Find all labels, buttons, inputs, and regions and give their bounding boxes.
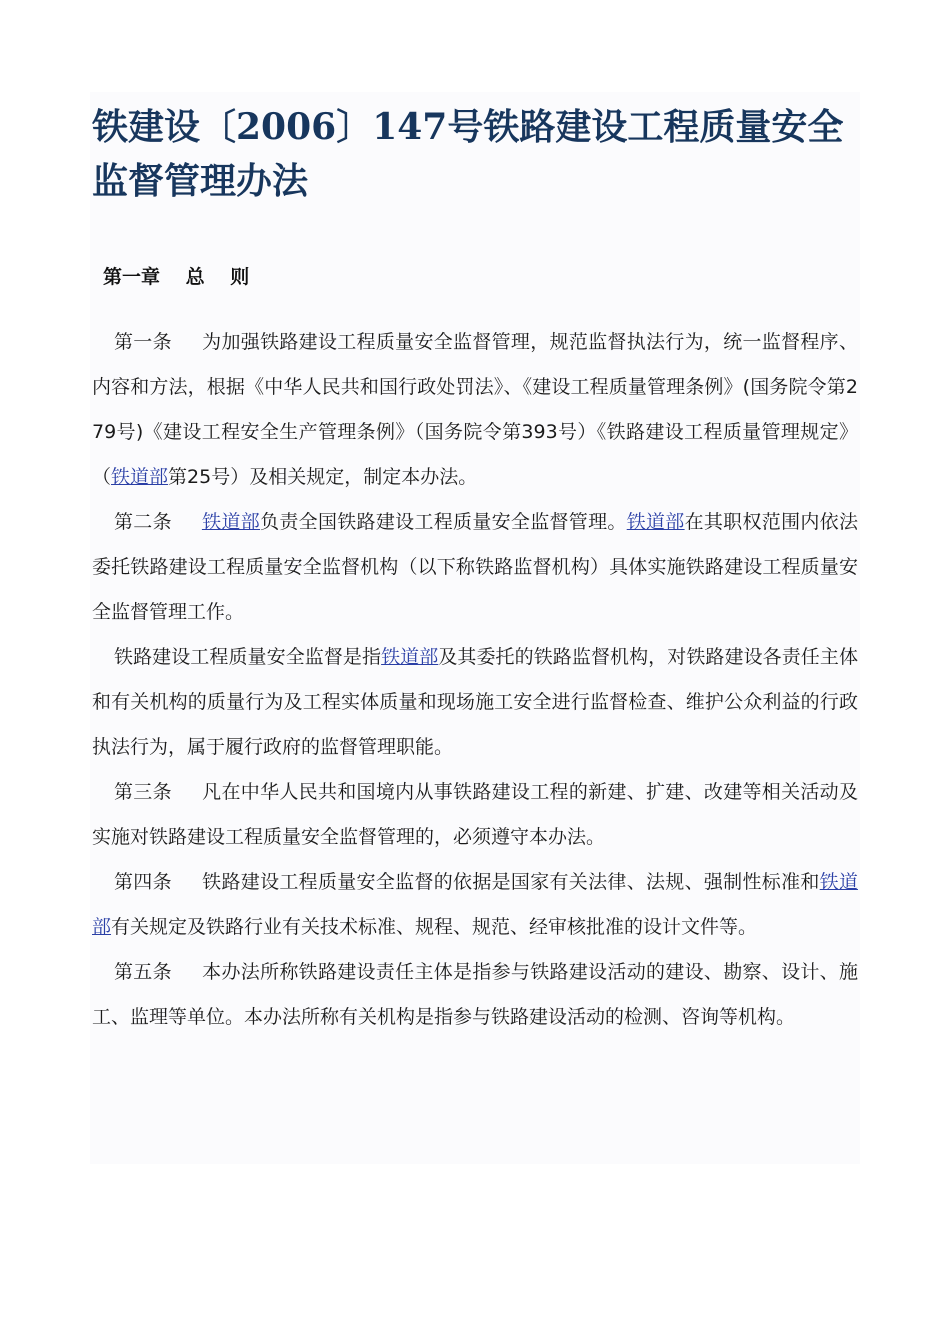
ministry-link[interactable]: 铁道部 (92, 871, 858, 938)
article-text: 为加强铁路建设工程质量安全监督管理，规范监督执法行为，统一监督程序、内容和方法，根据《中华人民共和国行政处罚法》、《建设工程质量管理条例》(国务院令第279号)《建设工程安全生产管理条例》（国务院令第393号）《铁路建设工程质量管理规定》（ (92, 331, 858, 488)
document-title: 铁建设〔2006〕147号铁路建设工程质量安全监督管理办法 (92, 106, 844, 202)
article-1 (92, 320, 858, 500)
ministry-link[interactable]: 铁道部 (626, 511, 685, 533)
ministry-link[interactable]: 铁道部 (111, 466, 169, 488)
article-text: 铁路建设工程质量安全监督是指 (114, 646, 382, 668)
article-4 (92, 860, 858, 950)
article-label: 第四条 (114, 871, 172, 893)
article-text: 凡在中华人民共和国境内从事铁路建设工程的新建、扩建、改建等相关活动及实施对铁路建设工程质量安全监督管理的，必须遵守本办法。 (92, 781, 858, 848)
article-5 (92, 950, 858, 1040)
document-body (92, 320, 858, 1040)
article-text: 本办法所称铁路建设责任主体是指参与铁路建设活动的建设、勘察、设计、施工、监理等单位。本办法所称有关机构是指参与铁路建设活动的检测、咨询等机构。 (92, 961, 858, 1028)
article-label: 第三条 (114, 781, 172, 803)
article-text: 负责全国铁路建设工程质量安全监督管理。 (260, 511, 627, 533)
article-label: 第一条 (114, 331, 172, 353)
article-2 (92, 500, 858, 635)
chapter-heading: 第一章 总 则 (103, 266, 250, 288)
article-label: 第五条 (114, 961, 172, 983)
article-label: 第二条 (114, 511, 172, 533)
article-3 (92, 770, 858, 860)
article-text: 在其职权范围内依法委托铁路建设工程质量安全监督机构（以下称铁路监督机构）具体实施铁路建设工程质量安全监督管理工作。 (92, 511, 858, 623)
article-2-continued (92, 635, 858, 770)
article-text: 有关规定及铁路行业有关技术标准、规程、规范、经审核批准的设计文件等。 (111, 916, 758, 938)
ministry-link[interactable]: 铁道部 (381, 646, 439, 668)
article-text: 及其委托的铁路监督机构，对铁路建设各责任主体和有关机构的质量行为及工程实体质量和现场施工安全进行监督检查、维护公众利益的行政执法行为，属于履行政府的监督管理职能。 (92, 646, 858, 758)
article-text: 第25号）及相关规定，制定本办法。 (168, 466, 478, 488)
ministry-link[interactable]: 铁道部 (201, 511, 261, 533)
article-text: 铁路建设工程质量安全监督的依据是国家有关法律、法规、强制性标准和 (201, 871, 820, 893)
